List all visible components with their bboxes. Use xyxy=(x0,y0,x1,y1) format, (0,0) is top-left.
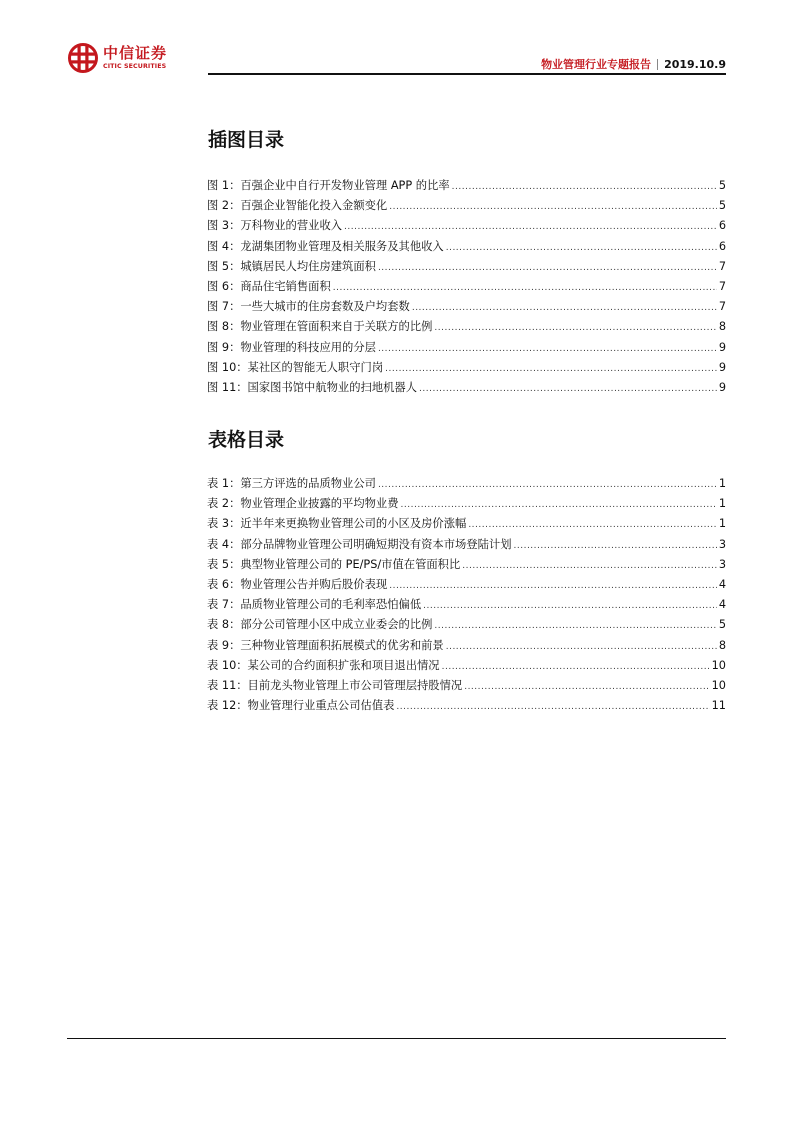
figure-entry-label: 图 10：某社区的智能无人职守门岗 xyxy=(207,360,384,374)
dot-leader xyxy=(514,536,717,555)
dot-leader xyxy=(401,495,717,514)
table-entry-page: 1 xyxy=(718,497,726,511)
dot-leader xyxy=(468,515,717,534)
figure-entry-label: 图 5：城镇居民人均住房建筑面积 xyxy=(207,259,376,273)
dot-leader xyxy=(452,177,717,196)
figure-entry-page: 9 xyxy=(718,340,726,354)
dot-leader xyxy=(434,616,716,635)
table-entry-page: 1 xyxy=(718,517,726,531)
citic-emblem-icon xyxy=(68,43,98,73)
table-entry-page: 1 xyxy=(718,477,726,490)
figures-toc xyxy=(207,176,726,398)
figure-entry-page: 5 xyxy=(718,199,726,213)
table-entry-label: 表 7：品质物业管理公司的毛利率恐怕偏低 xyxy=(207,598,422,612)
table-entry-label: 表 11：目前龙头物业管理上市公司管理层持股情况 xyxy=(207,678,463,692)
figure-entry[interactable] xyxy=(207,338,726,358)
figure-entry-page: 9 xyxy=(718,380,726,394)
table-entry-page: 8 xyxy=(718,638,726,652)
dot-leader xyxy=(389,197,717,216)
table-entry-page: 5 xyxy=(718,618,726,632)
figure-entry-label: 图 8：物业管理在管面积来自于关联方的比例 xyxy=(207,320,433,334)
table-entry[interactable] xyxy=(207,595,726,615)
table-entry-label: 表 2：物业管理企业披露的平均物业费 xyxy=(207,497,399,511)
footer-rule xyxy=(67,1038,726,1039)
dot-leader xyxy=(396,697,709,716)
figures-section-title: 插图目录 xyxy=(208,129,285,151)
header-separator xyxy=(657,59,658,70)
dot-leader xyxy=(412,298,717,317)
figure-entry[interactable] xyxy=(207,358,726,378)
figure-entry-label: 图 1：百强企业中自行开发物业管理 APP 的比率 xyxy=(207,179,450,192)
figure-entry-page: 5 xyxy=(718,179,726,192)
dot-leader xyxy=(434,318,716,337)
tables-section-title: 表格目录 xyxy=(208,429,285,451)
logo-name-cn: 中信证券 xyxy=(103,44,168,62)
table-entry[interactable] xyxy=(207,535,726,555)
logo-text xyxy=(103,45,167,71)
figure-entry-label: 图 3：万科物业的营业收入 xyxy=(207,219,343,233)
report-title: 物业管理行业专题报告 xyxy=(541,58,652,71)
dot-leader xyxy=(464,677,709,696)
figure-entry-label: 图 4：龙湖集团物业管理及相关服务及其他收入 xyxy=(207,239,444,253)
table-entry-page: 4 xyxy=(718,598,726,612)
table-entry[interactable] xyxy=(207,555,726,575)
figure-entry[interactable] xyxy=(207,378,726,398)
figure-entry-page: 7 xyxy=(718,279,726,293)
table-entry-page: 10 xyxy=(711,658,726,672)
header-rule xyxy=(208,73,726,75)
table-entry-page: 3 xyxy=(718,557,726,571)
table-entry-label: 表 12：物业管理行业重点公司估值表 xyxy=(207,699,395,713)
figure-entry[interactable] xyxy=(207,176,726,196)
table-entry-page: 10 xyxy=(711,678,726,692)
figure-entry-page: 6 xyxy=(718,219,726,233)
logo-name-en: CITIC SECURITIES xyxy=(103,63,167,70)
dot-leader xyxy=(423,596,717,615)
table-entry[interactable] xyxy=(207,636,726,656)
table-entry-page: 11 xyxy=(711,699,726,713)
dot-leader xyxy=(378,339,717,358)
figure-entry-page: 9 xyxy=(718,360,726,374)
figure-entry-label: 图 11：国家图书馆中航物业的扫地机器人 xyxy=(207,380,418,394)
figure-entry-label: 图 9：物业管理的科技应用的分层 xyxy=(207,340,376,354)
dot-leader xyxy=(378,258,717,277)
table-entry-label: 表 3：近半年来更换物业管理公司的小区及房价涨幅 xyxy=(207,517,467,531)
figure-entry-page: 8 xyxy=(718,320,726,334)
dot-leader xyxy=(462,556,717,575)
table-entry-label: 表 9：三种物业管理面积拓展模式的优劣和前景 xyxy=(207,638,444,652)
table-entry-label: 表 1：第三方评选的品质物业公司 xyxy=(207,477,376,490)
figure-entry[interactable] xyxy=(207,216,726,236)
table-entry[interactable] xyxy=(207,676,726,696)
figure-entry-page: 7 xyxy=(718,259,726,273)
figure-entry[interactable] xyxy=(207,257,726,277)
dot-leader xyxy=(442,657,710,676)
table-entry-label: 表 8：部分公司管理小区中成立业委会的比例 xyxy=(207,618,433,632)
dot-leader xyxy=(344,217,717,236)
report-date: 2019.10.9 xyxy=(664,57,726,71)
table-entry[interactable] xyxy=(207,474,726,494)
figure-entry-label: 图 7：一些大城市的住房套数及户均套数 xyxy=(207,300,410,314)
table-entry-label: 表 5：典型物业管理公司的 PE/PS/市值在管面积比 xyxy=(207,557,461,571)
dot-leader xyxy=(446,238,717,257)
table-entry-page: 3 xyxy=(718,537,726,551)
table-entry[interactable] xyxy=(207,615,726,635)
figure-entry-label: 图 2：百强企业智能化投入金额变化 xyxy=(207,199,388,213)
table-entry-label: 表 10：某公司的合约面积扩张和项目退出情况 xyxy=(207,658,440,672)
table-entry[interactable] xyxy=(207,514,726,534)
figure-entry-page: 7 xyxy=(718,300,726,314)
dot-leader xyxy=(446,637,717,656)
report-header xyxy=(541,56,726,72)
table-entry[interactable] xyxy=(207,656,726,676)
figure-entry[interactable] xyxy=(207,317,726,337)
figure-entry[interactable] xyxy=(207,237,726,257)
dot-leader xyxy=(378,475,717,494)
figure-entry-label: 图 6：商品住宅销售面积 xyxy=(207,279,331,293)
figure-entry[interactable] xyxy=(207,277,726,297)
table-entry-label: 表 6：物业管理公告并购后股价表现 xyxy=(207,577,388,591)
figure-entry-page: 6 xyxy=(718,239,726,253)
table-entry[interactable] xyxy=(207,575,726,595)
dot-leader xyxy=(385,359,717,378)
dot-leader xyxy=(419,379,717,398)
tables-toc xyxy=(207,474,726,716)
citic-logo xyxy=(68,42,167,74)
table-entry[interactable] xyxy=(207,696,726,716)
table-entry-label: 表 4：部分品牌物业管理公司明确短期没有资本市场登陆计划 xyxy=(207,537,512,551)
table-entry[interactable] xyxy=(207,494,726,514)
dot-leader xyxy=(333,278,717,297)
dot-leader xyxy=(389,576,717,595)
figure-entry[interactable] xyxy=(207,196,726,216)
table-entry-page: 4 xyxy=(718,577,726,591)
figure-entry[interactable] xyxy=(207,297,726,317)
